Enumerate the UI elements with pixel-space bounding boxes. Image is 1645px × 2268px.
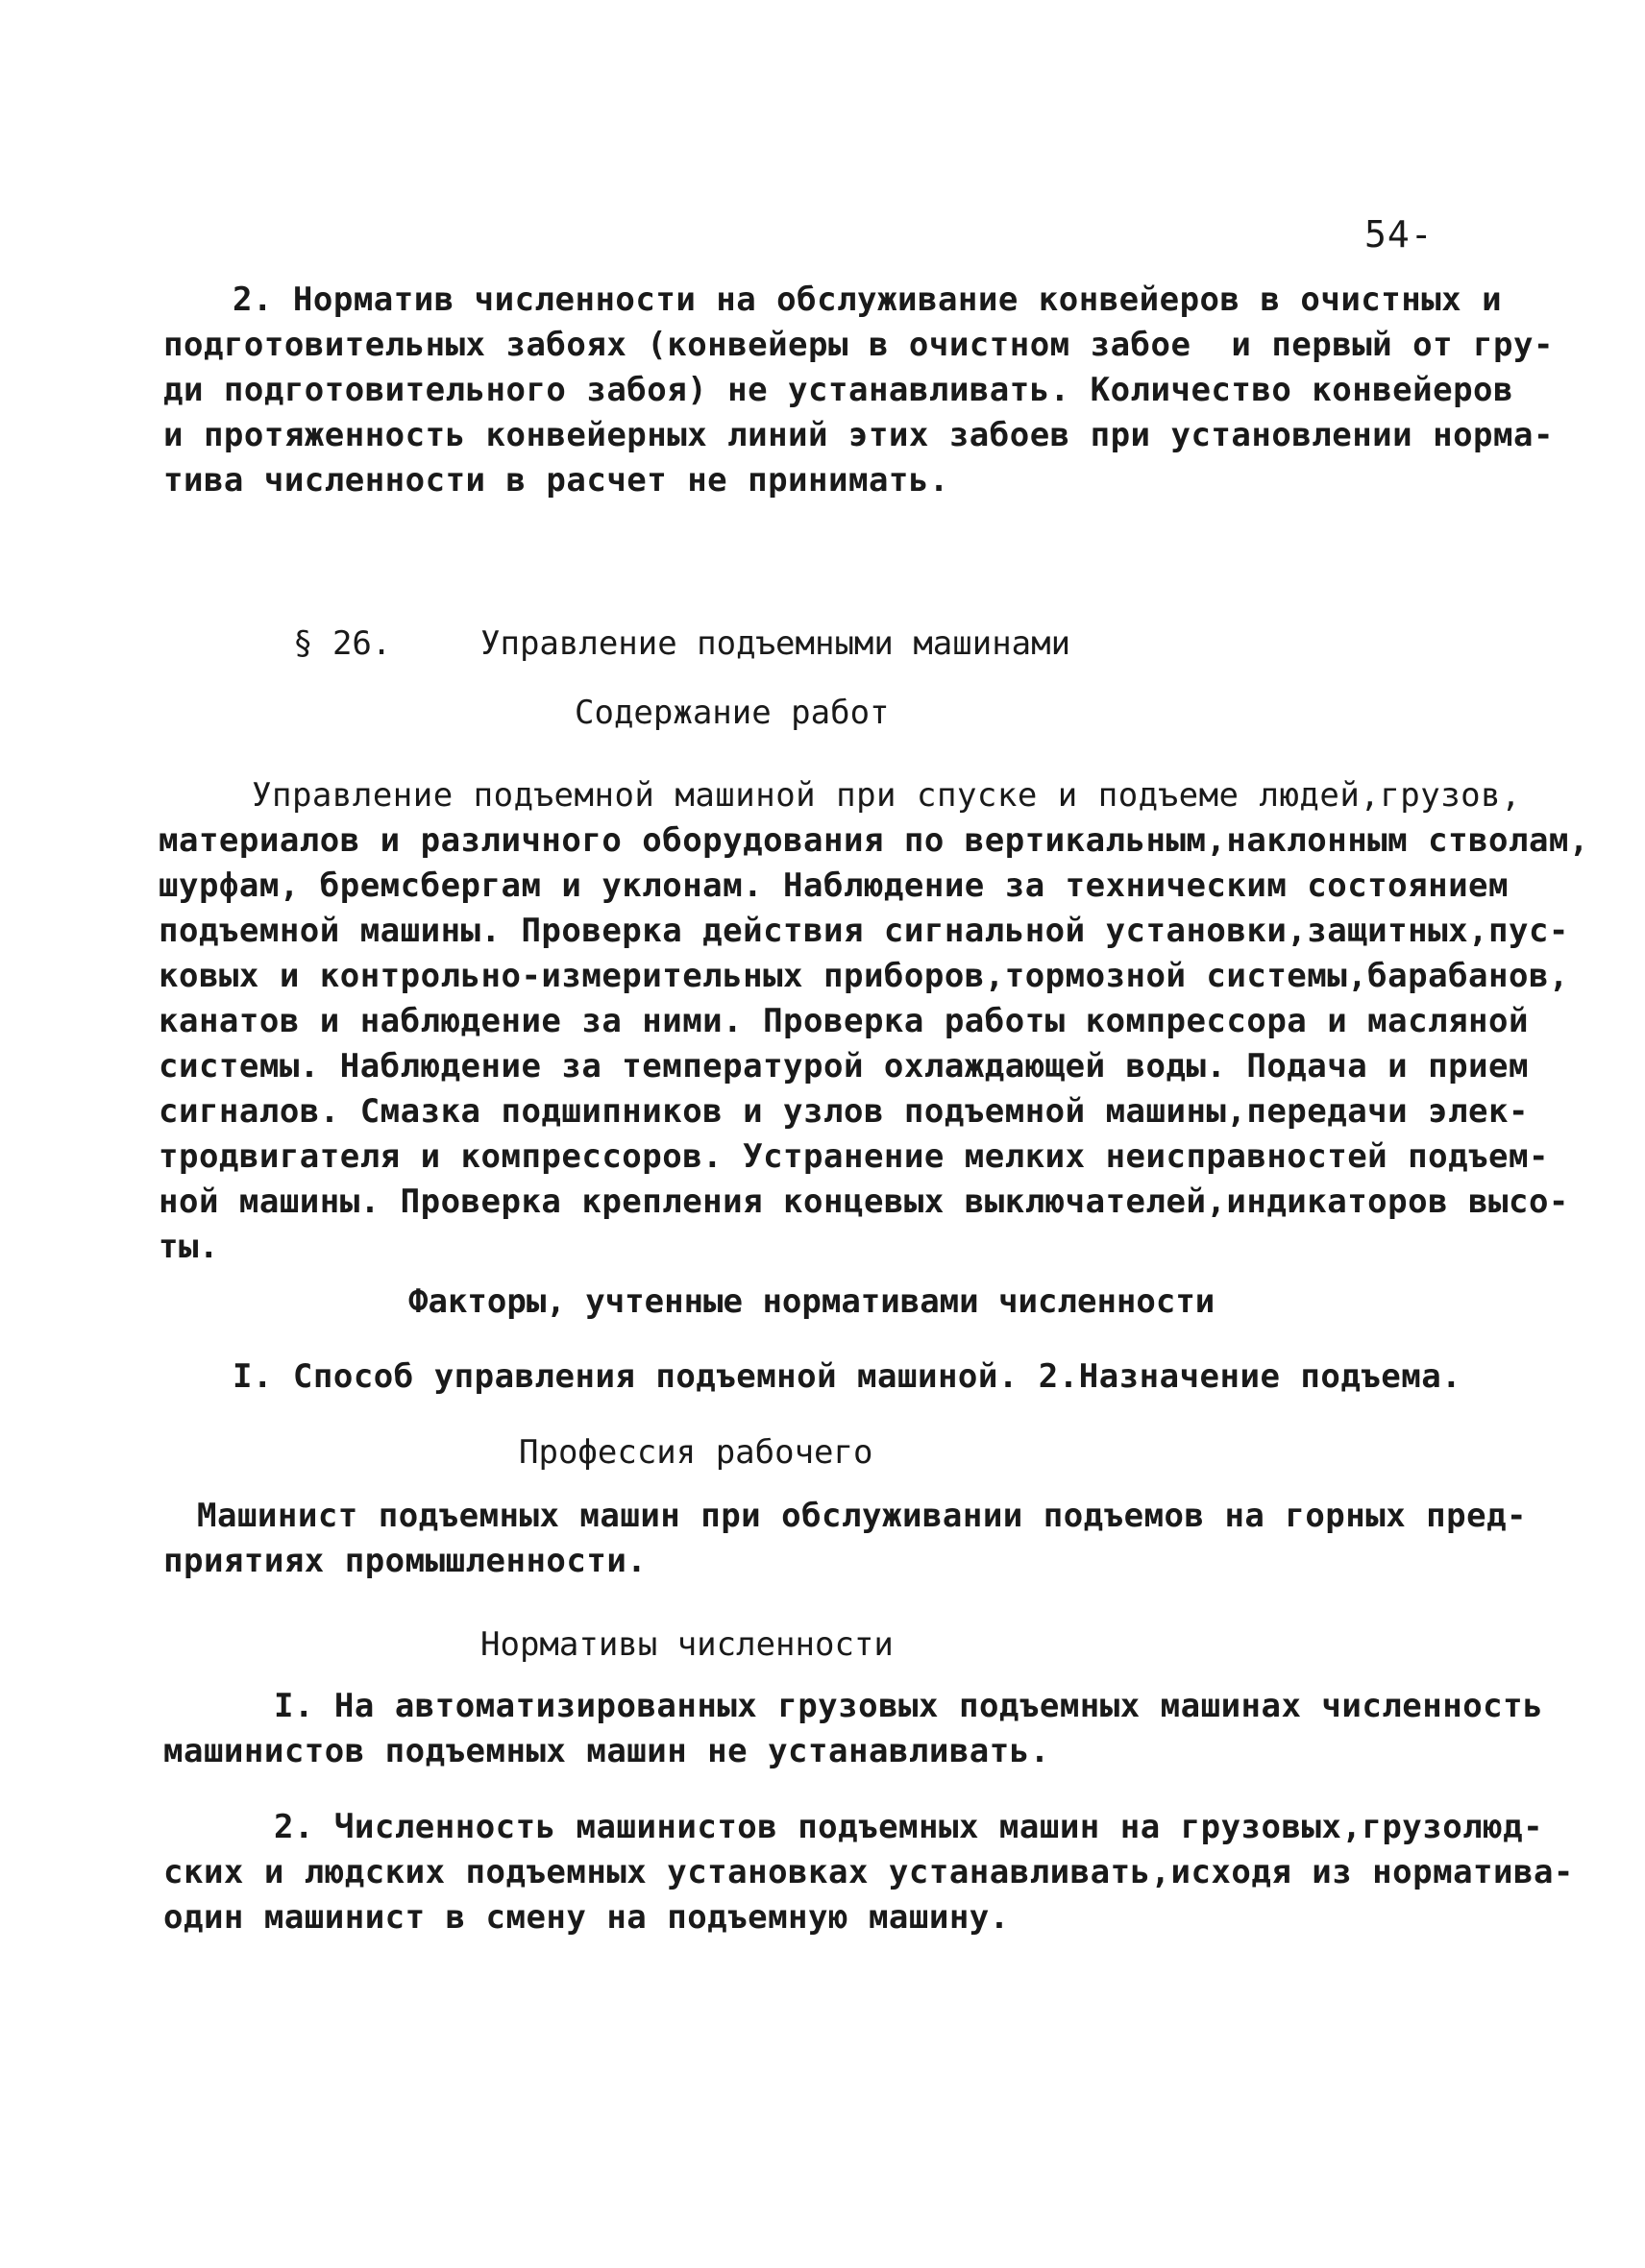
content-line-6: канатов и наблюдение за ними. Проверка работы компрессора и масляной	[159, 1002, 1529, 1040]
norm-2-line-1: 2. Численность машинистов подъемных машин на грузовых,грузолюд-	[274, 1808, 1544, 1846]
factors-heading: Факторы, учтенные нормативами численности	[408, 1282, 1215, 1321]
profession-line-1: Машинист подъемных машин при обслуживании подъемов на горных пред-	[197, 1497, 1528, 1535]
content-line-2: материалов и различного оборудования по вертикальным,наклонным стволам,	[159, 821, 1589, 860]
content-line-4: подъемной машины. Проверка действия сигнальной установки,защитных,пус-	[159, 912, 1569, 950]
norm-2-line-3: один машинист в смену на подъемную машину.	[163, 1898, 1010, 1937]
norms-heading: Нормативы численности	[480, 1625, 894, 1664]
content-line-1: Управление подъемной машиной при спуске и подъеме людей,грузов,	[252, 776, 1522, 815]
norm-1-line-2: машинистов подъемных машин не устанавливать.	[163, 1732, 1050, 1770]
content-line-5: ковых и контрольно-измерительных приборов,тормозной системы,барабанов,	[159, 957, 1569, 995]
intro-line-4: и протяженность конвейерных линий этих забоев при установлении норма-	[163, 416, 1554, 454]
content-line-10: ной машины. Проверка крепления концевых выключателей,индикаторов высо-	[159, 1183, 1569, 1221]
section-title: Управление подъемными машинами	[480, 624, 1071, 663]
content-line-11: ты.	[159, 1228, 219, 1266]
factors-text: I. Способ управления подъемной машиной. 2.Назначение подъема.	[233, 1357, 1462, 1396]
profession-line-2: приятиях промышленности.	[163, 1542, 648, 1580]
intro-line-3: ди подготовительного забоя) не устанавливать. Количество конвейеров	[163, 371, 1513, 409]
content-line-8: сигналов. Смазка подшипников и узлов подъемной машины,передачи элек-	[159, 1092, 1529, 1131]
intro-line-5: тива численности в расчет не принимать.	[163, 461, 949, 500]
content-line-9: тродвигателя и компрессоров. Устранение мелких неисправностей подъем-	[159, 1137, 1549, 1176]
norm-1-line-1: I. На автоматизированных грузовых подъемных машинах численность	[274, 1687, 1544, 1725]
profession-heading: Профессия рабочего	[519, 1433, 873, 1472]
intro-line-1: 2. Норматив численности на обслуживание конвейеров в очистных и	[233, 280, 1503, 319]
content-heading: Содержание работ	[575, 694, 890, 732]
content-line-7: системы. Наблюдение за температурой охлаждающей воды. Подача и прием	[159, 1047, 1529, 1085]
page-number: 54-	[1364, 213, 1434, 256]
intro-line-2: подготовительных забоях (конвейеры в очистном забое и первый от гру-	[163, 326, 1554, 364]
content-line-3: шурфам, бремсбергам и уклонам. Наблюдение за техническим состоянием	[159, 866, 1509, 905]
section-number: § 26.	[293, 624, 392, 663]
norm-2-line-2: ских и людских подъемных установках устанавливать,исходя из норматива-	[163, 1853, 1574, 1891]
